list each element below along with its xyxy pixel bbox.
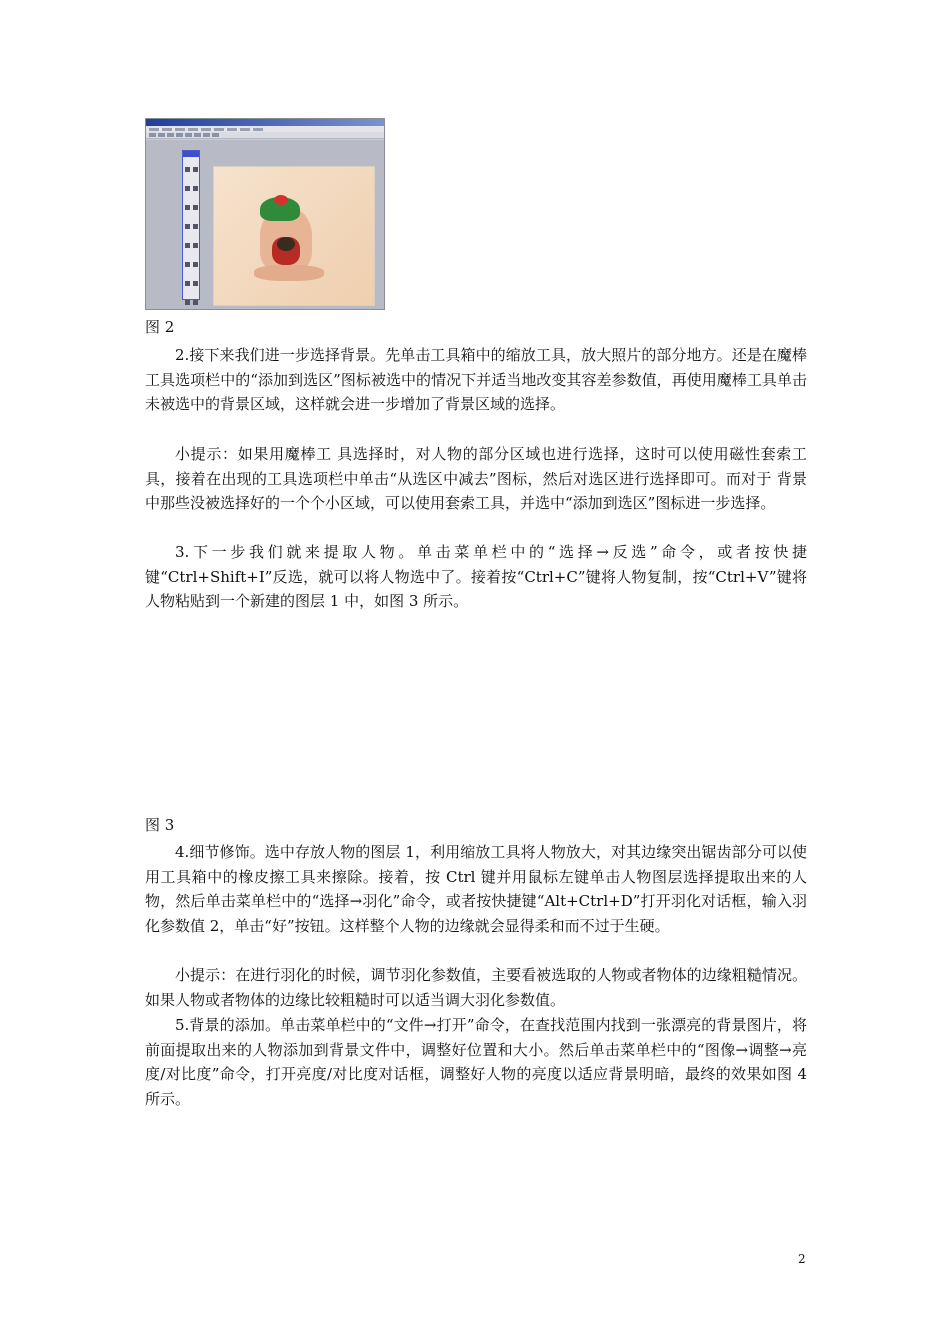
paragraph-step-2: 2.接下来我们进一步选择背景。先单击工具箱中的缩放工具，放大照片的部分地方。还是在魔棒工具选项栏中的“添加到选区”图标被选中的情况下并适当地改变其容差参数值，再使用魔棒工具单击未被选中的背景区域，这样就会进一步增加了背景区域的选择。 — [145, 346, 807, 413]
toolbox-panel — [182, 150, 200, 300]
paragraph-step-5: 5.背景的添加。单击菜单栏中的“文件→打开”命令，在查找范围内找到一张漂亮的背景图片，将前面提取出来的人物添加到背景文件中，调整好位置和大小。然后单击菜单栏中的“图像→调整→亮度/对比度”命令，打开亮度/对比度对话框，调整好人物的亮度以适应背景明暗，最终的效果如图 4 所示。 — [145, 1016, 807, 1108]
figure-2-caption: 图 2 — [145, 318, 175, 336]
paragraph-tip-1: 小提示：如果用魔棒工 具选择时，对人物的部分区域也进行选择，这时可以使用磁性套索工具，接着在出现的工具选项栏中单击“从选区中减去”图标，然后对选区进行选择即可。而对于 背景中那些没被选择好的一个个小区域，可以使用套索工具，并选中“添加到选区”图标进一步选择。 — [145, 445, 807, 512]
options-bar — [146, 132, 384, 139]
paragraph-step-3: 3.下一步我们就来提取人物。单击菜单栏中的“选择→反选”命令，或者按快捷键“Ctrl+Shift+I”反选，就可以将人物选中了。接着按“Ctrl+C”键将人物复制，按“Ctrl+V”键将人物粘贴到一个新建的图层 1 中，如图 3 所示。 — [145, 543, 807, 610]
figure-3-caption: 图 3 — [145, 816, 175, 834]
paragraph-step-4: 4.细节修饰。选中存放人物的图层 1，利用缩放工具将人物放大，对其边缘突出锯齿部分可以使用工具箱中的橡皮擦工具来擦除。接着，按 Ctrl 键并用鼠标左键单击人物图层选择提取出来的人物，然后单击菜单栏中的“选择→羽化”命令，或者按快捷键“Alt+Ctrl+D”打开羽化对话框，输入羽化参数值 2，单击“好”按钮。这样整个人物的边缘就会显得柔和而不过于生硬。 — [145, 843, 807, 935]
workspace — [146, 140, 385, 310]
paragraph-tip-2: 小提示：在进行羽化的时候，调节羽化参数值，主要看被选取的人物或者物体的边缘粗糙情况。如果人物或者物体的边缘比较粗糙时可以适当调大羽化参数值。 — [145, 966, 807, 1009]
document-canvas-baby-photo — [213, 166, 375, 306]
page-number: 2 — [798, 1252, 806, 1266]
figure-2-screenshot — [145, 118, 385, 310]
app-title-bar — [146, 119, 384, 126]
